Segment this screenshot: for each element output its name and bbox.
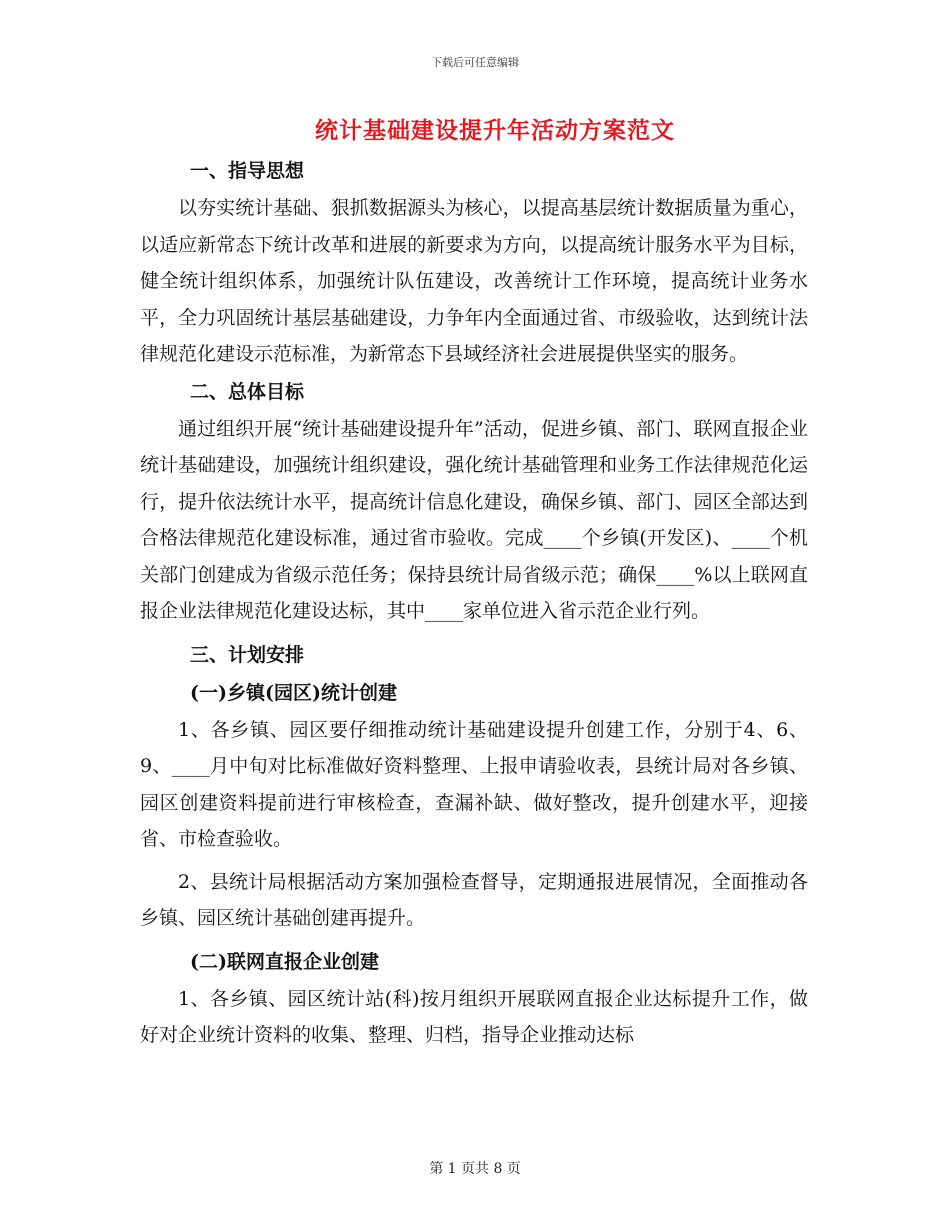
paragraph-overall-goal: 通过组织开展“统计基础建设提升年”活动，促进乡镇、部门、联网直报企业统计基础建设，加强统计组织建设，强化统计基础管理和业务工作法律规范化运行，提升依法统计水平，提高统计信息化建设，确保乡镇、部门、园区全部达到合格法律规范化建设标准，通过省市验收。完成____个乡镇(开发区)、____个机关部门创建成为省级示范任务；保持县统计局省级示范；确保____%以上联网直报企业法律规范化建设达标，其中____家单位进入省示范企业行列。	[140, 417, 808, 622]
section-heading-plan: 三、计划安排	[190, 643, 305, 666]
paragraph-online-enterprise-1: 1、各乡镇、园区统计站(科)按月组织开展联网直报企业达标提升工作，做好对企业统计资料的收集、整理、归档，指导企业推动达标	[140, 987, 808, 1046]
page-number: 第 1 页共 8 页	[429, 1161, 521, 1177]
section-heading-guiding-ideology: 一、指导思想	[190, 160, 305, 182]
section-heading-overall-goal: 二、总体目标	[190, 380, 305, 403]
paragraph-township-2: 2、县统计局根据活动方案加强检查督导，定期通报进展情况，全面推动各乡镇、园区统计基础创建再提升。	[140, 870, 808, 929]
paragraph-guiding-ideology: 以夯实统计基础、狠抓数据源头为核心，以提高基层统计数据质量为重心，以适应新常态下统计改革和进展的新要求为方向，以提高统计服务水平为目标，健全统计组织体系，加强统计队伍建设，改善统计工作环境，提高统计业务水平，全力巩固统计基层基础建设，力争年内全面通过省、市级验收，达到统计法律规范化建设示范标准，为新常态下县域经济社会进展提供坚实的服务。	[140, 197, 808, 365]
document-body	[140, 150, 808, 1054]
header-note: 下载后可任意编辑	[431, 56, 519, 69]
subsection-heading-township: (一)乡镇(园区)统计创建	[190, 681, 397, 704]
document-title: 统计基础建设提升年活动方案范文	[315, 117, 675, 144]
subsection-heading-online-enterprise: (二)联网直报企业创建	[190, 950, 379, 973]
paragraph-township-1: 1、各乡镇、园区要仔细推动统计基础建设提升创建工作，分别于4、6、9、____月中旬对比标准做好资料整理、上报申请验收表，县统计局对各乡镇、园区创建资料提前进行审核检查，查漏补缺、做好整改，提升创建水平，迎接省、市检查验收。	[140, 718, 808, 850]
